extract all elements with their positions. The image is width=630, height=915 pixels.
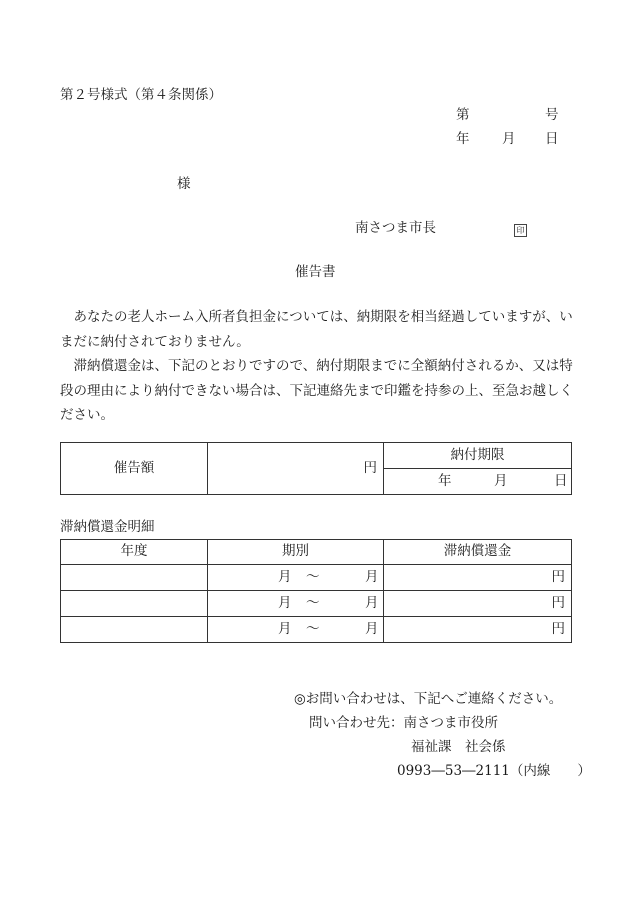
table-row (61, 617, 572, 643)
row-yen: 円 (551, 568, 565, 585)
contact-office: 問い合わせ先：南さつま市役所 (309, 715, 498, 731)
number-suffix: 号 (545, 107, 559, 123)
deadline-year: 年 (438, 473, 452, 489)
row-year-cell (61, 591, 208, 617)
date-year: 年 (456, 131, 470, 147)
detail-header-amount: 滞納償還金 (384, 540, 572, 565)
body-paragraph-1: あなたの老人ホーム入所者負担金については、納期限を相当経過していますが、いまだに納付されておりません。 (60, 309, 573, 350)
row-year-cell (61, 565, 208, 591)
contact-note: ◎お問い合わせは、下記へご連絡ください。 (294, 691, 563, 707)
deadline-day: 日 (554, 473, 568, 489)
period-tilde: ～ (306, 569, 320, 585)
period-tilde: ～ (306, 621, 320, 637)
period-tilde: ～ (306, 595, 320, 611)
period-to-month: 月 (365, 621, 379, 637)
period-from-month: 月 (278, 595, 292, 611)
row-year-cell (61, 617, 208, 643)
date-month: 月 (502, 131, 516, 147)
deadline-month: 月 (494, 473, 508, 489)
amount-cell (208, 443, 384, 495)
body-text (60, 305, 580, 428)
row-amount-cell (384, 565, 572, 591)
row-amount-cell (384, 591, 572, 617)
period-to-month: 月 (365, 595, 379, 611)
row-yen: 円 (551, 594, 565, 611)
amount-yen: 円 (363, 459, 377, 476)
table-row (61, 565, 572, 591)
seal-icon: 印 (514, 223, 527, 237)
issuer-name: 南さつま市長 (355, 220, 436, 236)
date-day: 日 (545, 131, 559, 147)
deadline-label: 納付期限 (384, 443, 572, 469)
form-id: 第２号様式（第４条関係） (60, 87, 222, 103)
addressee-suffix: 様 (177, 176, 191, 192)
row-period-cell (208, 617, 384, 643)
row-yen: 円 (551, 620, 565, 637)
summary-table (60, 442, 572, 495)
period-from-month: 月 (278, 569, 292, 585)
detail-header-year: 年度 (61, 540, 208, 565)
number-label: 第 (456, 107, 470, 123)
contact-section: 福祉課 社会係 (411, 739, 506, 755)
amount-label: 催告額 (61, 443, 208, 495)
period-to-month: 月 (365, 569, 379, 585)
detail-header-period: 期別 (208, 540, 384, 565)
doc-title: 催告書 (295, 264, 336, 280)
contact-phone: 0993―53―2111（内線 ） (397, 763, 591, 779)
body-paragraph-2: 滞納償還金は、下記のとおりですので、納付期限までに全額納付されるか、又は特段の理由により納付できない場合は、下記連絡先まで印鑑を持参の上、至急お越しください。 (60, 358, 573, 423)
table-row (61, 591, 572, 617)
row-amount-cell (384, 617, 572, 643)
deadline-cell (384, 469, 572, 495)
detail-table (60, 539, 572, 643)
detail-title: 滞納償還金明細 (60, 519, 155, 535)
period-from-month: 月 (278, 621, 292, 637)
row-period-cell (208, 565, 384, 591)
row-period-cell (208, 591, 384, 617)
